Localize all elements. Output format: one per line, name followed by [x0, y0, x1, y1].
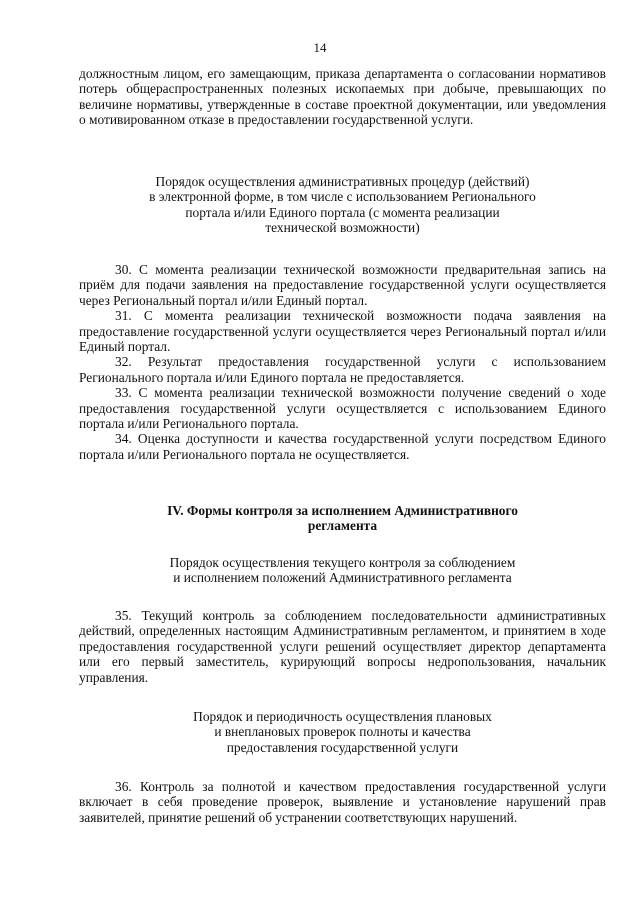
heading-line: технической возможности) [265, 220, 420, 236]
section-heading-electronic [79, 174, 606, 236]
chapter-iv-title [79, 503, 606, 534]
section-heading-inspections [79, 709, 606, 755]
paragraph-34: 34. Оценка доступности и качества государственной услуги посредством Единого портала и/или Регионального портала не осуществляется. [79, 431, 606, 462]
heading-line: Порядок и периодичность осуществления плановых [193, 709, 492, 724]
section-heading-current-control [79, 555, 606, 586]
heading-line: портала и/или Единого портала (с момента реализации [185, 204, 500, 220]
heading-line: в электронной форме, в том числе с использованием Регионального [149, 189, 536, 205]
title-line: регламента [307, 518, 378, 534]
paragraph-31: 31. С момента реализации технической возможности подача заявления на предоставление государственной услуги осуществляется через Региональный портал и/или Единый портал. [79, 308, 606, 355]
paragraph-32: 32. Результат предоставления государственной услуги с использованием Регионального портала и/или Единого портала не предоставляется. [79, 354, 606, 385]
title-line: IV. Формы контроля за исполнением Административного [167, 503, 518, 518]
paragraph-33: 33. С момента реализации технической возможности получение сведений о ходе предоставления государственной услуги осуществляется с использованием Единого портала и/или Регионального портала. [79, 385, 606, 432]
paragraph-36: 36. Контроль за полнотой и качеством предоставления государственной услуги включает в себя проведение проверок, выявление и установление нарушений прав заявителей, принятие решений об устранении соответствующих нарушений. [79, 779, 606, 825]
electronic-items [79, 262, 606, 462]
heading-line: предоставления государственной услуги [226, 739, 459, 755]
heading-line: и исполнением положений Административного регламента [173, 570, 512, 586]
intro-paragraph: должностным лицом, его замещающим, приказа департамента о согласовании нормативов потерь общераспространенных полезных ископаемых при добыче, превышающих по величине нормативы, утвержденные в составе проектной документации, или уведомления о мотивированном отказе в предоставлении государственной услуги. [79, 66, 606, 128]
page-number: 14 [313, 40, 327, 55]
heading-line: и внеплановых проверок полноты и качества [214, 724, 471, 740]
heading-line: Порядок осуществления административных процедур (действий) [155, 174, 530, 189]
paragraph-30: 30. С момента реализации технической возможности предварительная запись на приём для подачи заявления на предоставление государственной услуги осуществляется через Региональный портал и/или Единый портал. [79, 262, 606, 308]
paragraph-36-block [79, 779, 606, 825]
heading-line: Порядок осуществления текущего контроля за соблюдением [169, 555, 516, 570]
paragraph-35: 35. Текущий контроль за соблюдением последовательности административных действий, определенных настоящим Административным регламентом, и принятием в ходе предоставления государственной услуги решений осуществляет директор департамента или его первый заместитель, курирующий вопросы недропользования, начальник управления. [79, 608, 606, 685]
paragraph-35-block [79, 608, 606, 685]
